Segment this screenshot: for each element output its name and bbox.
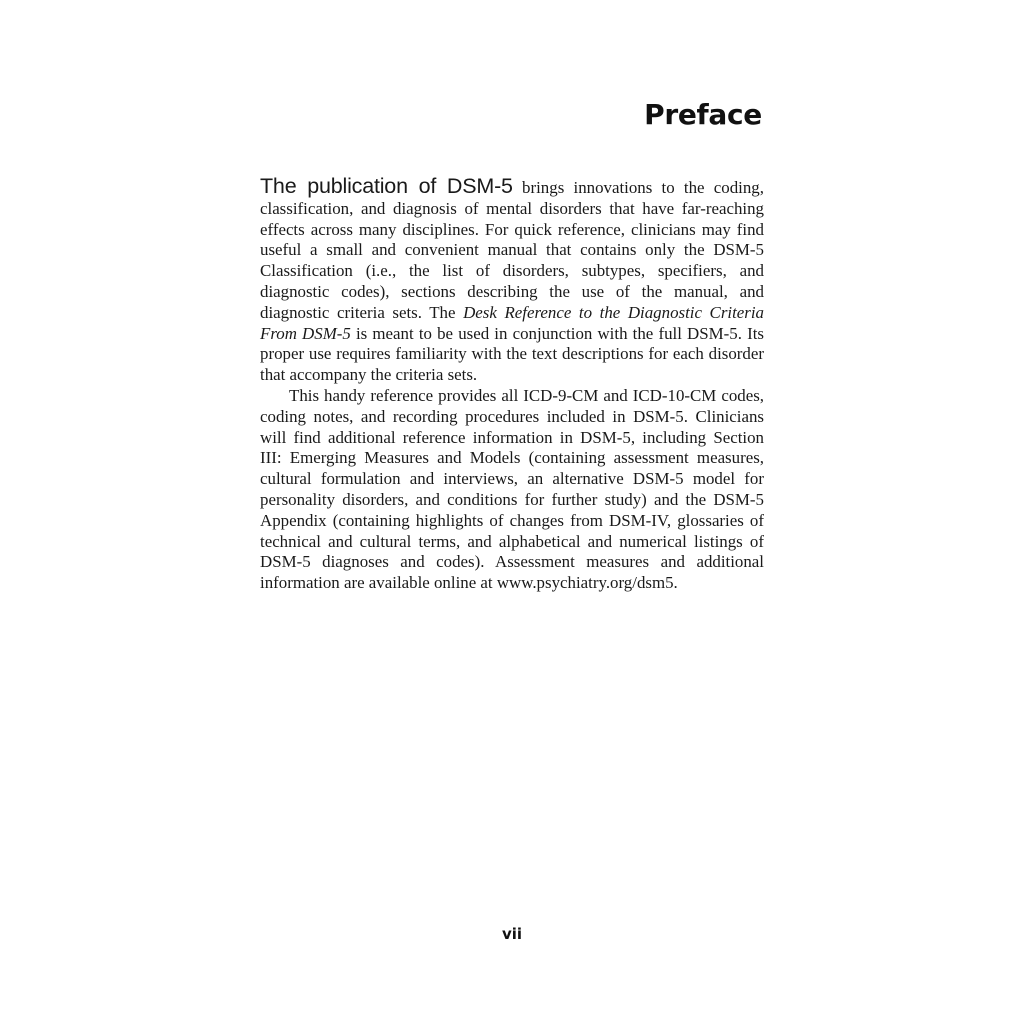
book-title-italic: Desk Reference to the Diagnostic Criteria From DSM-5 [260, 302, 764, 343]
lead-in-text: The publication of DSM-5 [260, 174, 513, 198]
paragraph-1-text-b: is meant to be used in conjunction with the full DSM-5. Its proper use requires familiarity with the text descriptions for each disorder that accompany the criteria sets. [260, 323, 764, 385]
preface-body [260, 176, 764, 594]
paragraph-2: This handy reference provides all ICD-9-CM and ICD-10-CM codes, coding notes, and recording procedures included in DSM-5. Clinicians will find additional reference information in DSM-5, including Section III: Emerging Measures and Models (containing assessment measures, cultural formulation and interviews, an alternative DSM-5 model for personality disorders, and conditions for further study) and the DSM-5 Appendix (containing highlights of changes from DSM-IV, glossaries of technical and cultural terms, and alphabetical and numerical listings of DSM-5 diagnoses and codes). Assessment measures and additional information are available online at www.psychiatry.org/dsm5. [260, 385, 764, 593]
page-title: Preface [644, 98, 762, 131]
paragraph-1 [260, 176, 764, 386]
page-number: vii [501, 925, 523, 943]
paragraph-1-text-a: brings innovations to the coding, classification, and diagnosis of mental disorders that have far-reaching effects across many disciplines. For quick reference, clinicians may find useful a small and convenient manual that contains only the DSM-5 Classification (i.e., the list of disorders, subtypes, specifiers, and diagnostic codes), sections describing the use of the manual, and diagnostic criteria sets. The [260, 178, 764, 322]
